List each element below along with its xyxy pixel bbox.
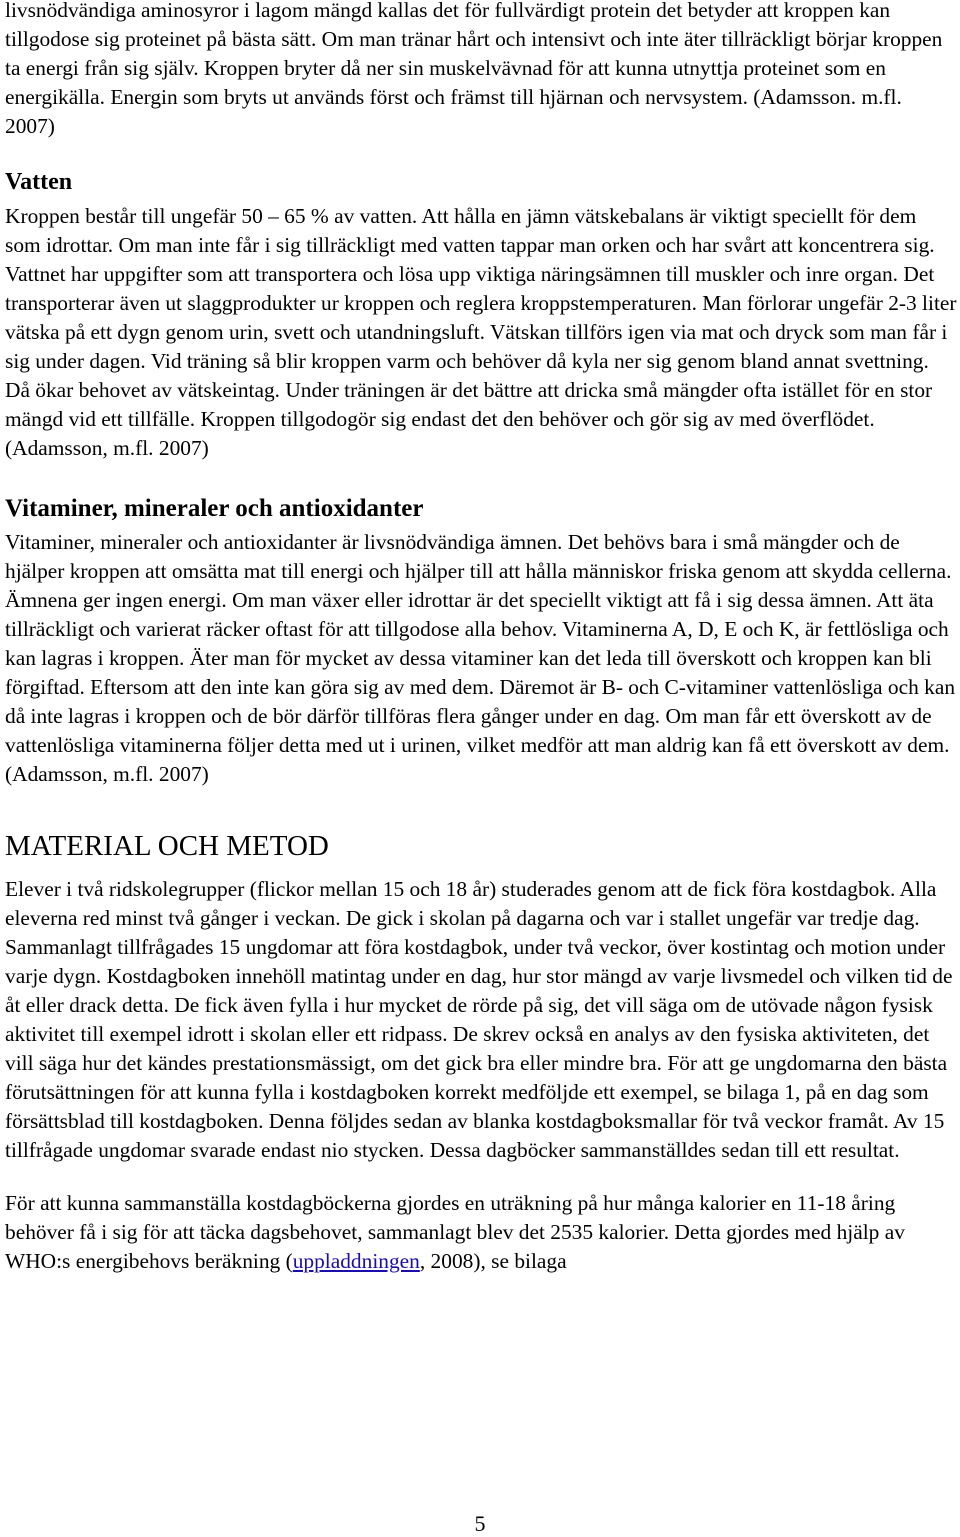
- intro-paragraph: livsnödvändiga aminosyror i lagom mängd kallas det för fullvärdigt protein det betyder att kroppen kan tillgodose sig proteinet på bästa sätt. Om man tränar hårt och intensivt och inte äter tillräckligt börjar kroppen ta energi från sig själv. Kroppen bryter då ner sin muskelvävnad för att kunna utnyttja proteinet som en energikälla. Energin som bryts ut används först och främst till hjärnan och nervsystem. (Adamsson. m.fl. 2007): [5, 0, 943, 138]
- section-heading-vatten: Vatten: [5, 169, 73, 195]
- uppladdningen-link[interactable]: uppladdningen: [292, 1249, 420, 1273]
- material-paragraph-2: [5, 1189, 957, 1276]
- section-heading-material-och-metod: MATERIAL OCH METOD: [5, 830, 329, 862]
- vitaminer-paragraph: Vitaminer, mineraler och antioxidanter är livsnödvändiga ämnen. Det behövs bara i små mängder och de hjälper kroppen att omsätta mat till energi och hjälper till att hålla människor friska genom att skydda cellerna. Ämnena ger ingen energi. Om man växer eller idrottar är det speciellt viktigt att få i sig dessa ämnen. Att äta tillräckligt och varierat räcker oftast för att tillgodose alla behov. Vitaminerna A, D, E och K, är fettlösliga och kan lagras i kroppen. Äter man för mycket av dessa vitaminer kan det leda till överskott och kroppen kan bli förgiftad. Eftersom att den inte kan göra sig av med dem. Däremot är B- och C-vitaminer vattenlösliga och kan då inte lagras i kroppen och de bör därför tillföras flera gånger under en dag. Om man får ett överskott av de vattenlösliga vitaminerna följer detta med ut i urinen, vilket medför att man aldrig kan få ett överskott av dem. (Adamsson, m.fl. 2007): [5, 530, 956, 786]
- page-number: 5: [474, 1511, 486, 1536]
- section-heading-vitaminer: Vitaminer, mineraler och antioxidanter: [5, 495, 424, 522]
- vatten-paragraph: Kroppen består till ungefär 50 – 65 % av vatten. Att hålla en jämn vätskebalans är viktigt speciellt för dem som idrottar. Om man inte får i sig tillräckligt med vatten tappar man orken och har svårt att koncentrera sig. Vattnet har uppgifter som att transportera och lösa upp viktiga näringsämnen till muskler och inre organ. Det transporterar även ut slaggprodukter ur kroppen och reglera kroppstemperaturen. Man förlorar ungefär 2-3 liter vätska på ett dygn genom urin, svett och utandningsluft. Vätskan tillförs igen via mat och dryck som man får i sig under dagen. Vid träning så blir kroppen varm och behöver då kyla ner sig genom bland annat svettning. Då ökar behovet av vätskeintag. Under träningen är det bättre att dricka små mängder ofta istället för en stor mängd vid ett tillfälle. Kroppen tillgodogör sig endast det den behöver och gör sig av med överflödet. (Adamsson, m.fl. 2007): [5, 204, 957, 460]
- document-page: [5, 0, 957, 1276]
- material-paragraph-1: Elever i två ridskolegrupper (flickor mellan 15 och 18 år) studerades genom att de fick föra kostdagbok. Alla eleverna red minst två gånger i veckan. De gick i skolan på dagarna och var i stallet ungefär var tredje dag. Sammanlagt tillfrågades 15 ungdomar att föra kostdagbok, under två veckor, över kostintag och motion under varje dygn. Kostdagboken innehöll matintag under en dag, hur stor mängd av varje livsmedel och vilken tid de åt eller drack detta. De fick även fylla i hur mycket de rörde på sig, det vill säga om de utövade någon fysisk aktivitet till exempel idrott i skolan eller ett ridpass. De skrev också en analys av den fysiska aktiviteten, det vill säga hur det kändes prestationsmässigt, om det gick bra eller mindre bra. För att ge ungdomarna den bästa förutsättningen för att kunna fylla i kostdagboken korrekt medföljde ett exempel, se bilaga 1, på en dag som försättsblad till kostdagboken. Denna följdes sedan av blanka kostdagboksmallar för två veckor framåt. Av 15 tillfrågade ungdomar svarade endast nio stycken. Dessa dagböcker sammanställdes sedan till ett resultat.: [5, 877, 953, 1162]
- material-paragraph-2-start: För att kunna sammanställa kostdagböckerna gjordes en uträkning på hur många kalorier en 11-18 åring behöver få i sig för att täcka dagsbehovet, sammanlagt blev det 2535 kalorier. Detta gjordes med hjälp av WHO:s energibehovs beräkning (: [5, 1191, 905, 1273]
- material-paragraph-2-end: , 2008), se bilaga: [419, 1249, 567, 1273]
